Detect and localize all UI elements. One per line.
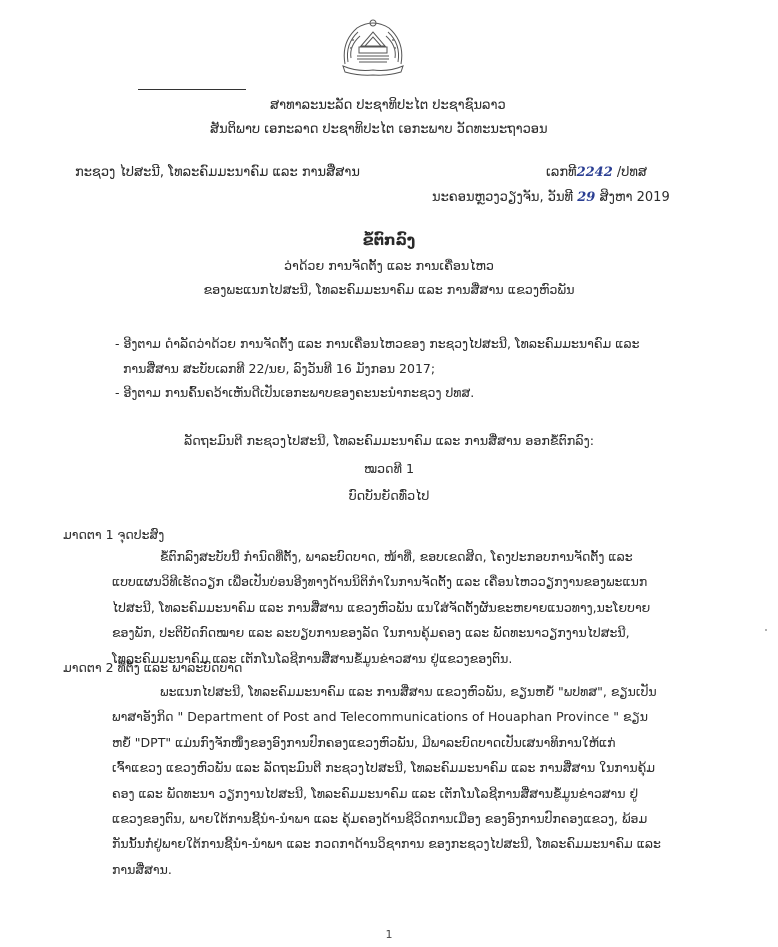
date-day-handwritten: 29 <box>577 190 596 205</box>
article-2-line: ຫຍໍ້ "DPT" ແມ່ນກົງຈັກໜຶ່ງຂອງອົງການປົກຄອງແຂວງຫົວພັນ, ມີພາລະບົດບາດເປັນເສນາທິການໃຫ້ແກ່ <box>112 735 616 750</box>
reference-line: - ອີງຕາມ ການຄົ້ນຄວ້າເຫັນດີເປັນເອກະພາບຂອງຄະນະນຳກະຊວງ ປທສ. <box>115 385 475 400</box>
date-prefix: ນະຄອນຫຼວງວຽງຈັນ, ວັນທີ <box>432 190 574 205</box>
article-2-line: ແຂວງຂອງຕົນ, ພາຍໃຕ້ການຊີ້ນຳ-ນຳພາ ແລະ ຄຸ້ມຄອງດ້ານຊີວິດການເມືອງ ຂອງອົງການປົກຄອງແຂວງ, ພ້ອມ <box>112 811 648 826</box>
doc-number-suffix: /ປທສ <box>616 165 648 180</box>
doc-number-handwritten: 2242 <box>576 165 613 180</box>
article-2-line: ເຈົ້າແຂວງ ແຂວງຫົວພັນ ແລະ ລັດຖະມົນຕີ ກະຊວງໄປສະນີ, ໂທລະຄົມມະນາຄົມ ແລະ ການສື່ສານ ໃນການຄຸ້ມ <box>112 760 656 775</box>
article-2-line: ພາສາອັງກິດ " Department of Post and Telecommunications of Houaphan Province " ຂຽນ <box>112 709 649 724</box>
reference-line: ການສື່ສານ ສະບັບເລກທີ 22/ນຍ, ລົງວັນທີ 16 ມັງກອນ 2017; <box>123 361 436 376</box>
article-2-line: ກັນນັ້ນກໍ່ຢູ່ພາຍໃຕ້ການຊີ້ນຳ-ນຳພາ ແລະ ກວດກາດ້ານວິຊາການ ຂອງກະຊວງໄປສະນີ, ໂທລະຄົມມະນາຄົມ ແລະ <box>112 836 661 851</box>
header-rule <box>138 89 246 90</box>
scan-speck <box>765 629 767 631</box>
article-2-line: ພະແນກໄປສະນີ, ໂທລະຄົມມະນາຄົມ ແລະ ການສື່ສານ ແຂວງຫົວພັນ, ຂຽນຫຍໍ້ "ພປທສ", ຂຽນເປັນ <box>160 684 657 699</box>
doc-number-prefix: ເລກທີ <box>546 165 577 180</box>
article-2-line: ການສື່ສານ. <box>112 862 172 877</box>
reference-line: - ອີງຕາມ ດຳລັດວ່າດ້ວຍ ການຈັດຕັ້ງ ແລະ ການເຄື່ອນໄຫວຂອງ ກະຊວງໄປສະນີ, ໂທລະຄົມມະນາຄົມ ແລະ <box>115 336 640 351</box>
article-1-heading: ມາດຕາ 1 ຈຸດປະສົງ <box>63 527 165 542</box>
lao-emblem-icon <box>337 18 409 80</box>
document-title: ຂໍ້ຕົກລົງ <box>362 232 416 249</box>
article-1-line: ແບບແຜນວິທີເຮັດວຽກ ເພື່ອເປັນບ່ອນອີງທາງດ້ານນິຕິກຳໃນການຈັດຕັ້ງ ແລະ ເຄື່ອນໄຫວວຽກງານຂອງພະແນກ <box>112 574 648 589</box>
country-line: ສາທາລະນະລັດ ປະຊາທິປະໄຕ ປະຊາຊົນລາວ <box>270 98 506 113</box>
document-subtitle-2: ຂອງພະແນກໄປສະນີ, ໂທລະຄົມມະນາຄົມ ແລະ ການສື່ສານ ແຂວງຫົວພັນ <box>203 283 575 298</box>
document-number <box>546 165 647 180</box>
article-1-line: ໄປສະນີ, ໂທລະຄົມມະນາຄົມ ແລະ ການສື່ສານ ແຂວງຫົວພັນ ແນໃສ່ຈັດຕັ້ງຜັນຂະຫຍາຍແນວທາງ,ນະໂຍບາຍ <box>112 600 651 615</box>
document-subtitle-1: ວ່າດ້ວຍ ການຈັດຕັ້ງ ແລະ ການເຄື່ອນໄຫວ <box>284 259 494 274</box>
article-1-line: ຂໍ້ຕົກລົງສະບັບນີ້ ກຳນົດທີ່ຕັ້ງ, ພາລະບົດບາດ, ໜ້າທີ່, ຂອບເຂດສິດ, ໂຄງປະກອບການຈັດຕັ້ງ ແລະ <box>160 549 633 564</box>
article-1-line: ຂອງພັກ, ປະຕິບັດກົດໝາຍ ແລະ ລະບຽບການຂອງລັດ ໃນການຄຸ້ມຄອງ ແລະ ພັດທະນາວຽກງານໄປສະນີ, <box>112 625 630 640</box>
date-line <box>432 190 670 205</box>
ministry-name: ກະຊວງ ໄປສະນີ, ໂທລະຄົມມະນາຄົມ ແລະ ການສື່ສານ <box>75 165 360 180</box>
decision-line: ລັດຖະມົນຕີ ກະຊວງໄປສະນີ, ໂທລະຄົມມະນາຄົມ ແລະ ການສື່ສານ ອອກຂໍ້ຕົກລົງ: <box>183 434 594 449</box>
motto-line: ສັນຕິພາບ ເອກະລາດ ປະຊາທິປະໄຕ ເອກະພາບ ວັດທະນະຖາວອນ <box>210 122 548 137</box>
chapter-title: ບົດບັນຍັດທົ່ວໄປ <box>348 489 430 504</box>
chapter-label: ໝວດທີ 1 <box>363 462 415 477</box>
article-1-line: ໂທລະຄົມມະນາຄົມ ແລະ ເຕັກໂນໂລຊີການສື່ສານຂໍ້ມູນຂ່າວສານ ຢູ່ແຂວງຂອງຕົນ. <box>112 651 513 666</box>
date-rest: ສິງຫາ 2019 <box>599 190 670 205</box>
article-2-heading: ມາດຕາ 2 ທີ່ຕັ້ງ ແລະ ພາລະບົດບາດ <box>63 660 243 675</box>
page-number: 1 <box>385 928 393 941</box>
article-2-line: ຄອງ ແລະ ພັດທະນາ ວຽກງານໄປສະນີ, ໂທລະຄົມມະນາຄົມ ແລະ ເຕັກໂນໂລຊີການສື່ສານຂໍ້ມູນຂ່າວສານ ຢູ່ <box>112 786 639 801</box>
